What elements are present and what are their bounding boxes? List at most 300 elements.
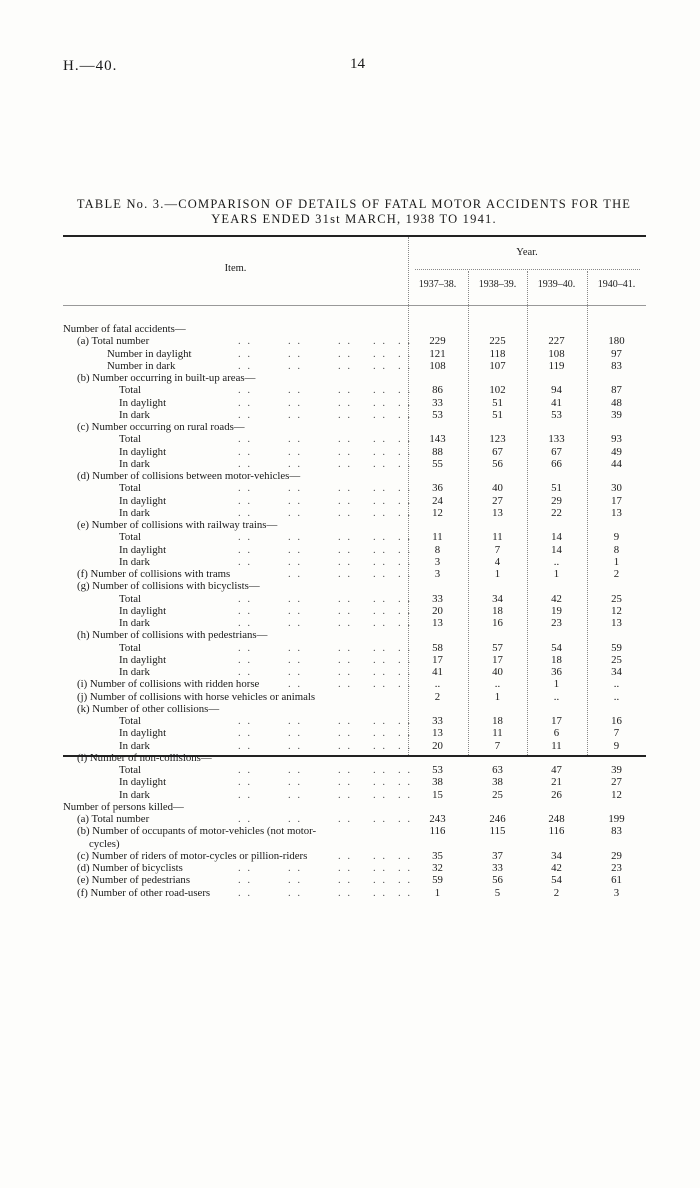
table-row [63, 470, 646, 482]
leader-dot: . . [338, 874, 353, 887]
leader-dot: . . [373, 433, 388, 446]
leader-dot: . . [338, 482, 353, 495]
year-value-cell: 13 [492, 506, 503, 519]
table-row [63, 703, 646, 715]
year-value-cell: 2 [553, 886, 560, 899]
year-value-cell: 55 [432, 457, 443, 470]
row-label: Total [119, 764, 142, 776]
year-value-cell: 22 [551, 506, 562, 519]
leader-dot: . . [288, 874, 303, 887]
leader-dot: . . [238, 408, 253, 421]
leader-dot: . . [338, 335, 353, 348]
year-value-cell: 9 [613, 739, 620, 752]
leader-dot: . . [398, 347, 413, 360]
table-row [63, 874, 646, 886]
leader-dot: . . [238, 592, 253, 605]
leader-dot: . . [373, 764, 388, 776]
table-row [63, 519, 646, 531]
leader-dot: . . [238, 813, 253, 825]
leader-dot: . . [373, 788, 388, 801]
year-value-cell: 14 [551, 531, 562, 544]
table-row [63, 715, 646, 727]
year-value-cell: .. [494, 678, 501, 691]
leader-dot: . . [373, 653, 388, 666]
year-value-cell: 116 [548, 825, 565, 838]
year-value-cell: 19 [551, 604, 562, 617]
leader-dot: . . [238, 384, 253, 397]
year-value-cell: 12 [611, 788, 622, 801]
table-row [63, 825, 646, 837]
year-value-cell: 39 [611, 408, 622, 421]
table-title-line-1: TABLE No. 3.—COMPARISON OF DETAILS OF FATAL MOTOR ACCIDENTS FOR THE [76, 197, 632, 211]
year-value-cell: 29 [551, 494, 562, 507]
year-value-cell: 59 [611, 641, 622, 654]
leader-dot: . . [338, 813, 353, 825]
leader-dot: . . [288, 739, 303, 752]
year-value-cell: 1 [553, 678, 560, 691]
year-value-cell: 25 [611, 592, 622, 605]
leader-dot: . . [288, 335, 303, 348]
year-value-cell: 20 [432, 739, 443, 752]
row-label: (d) Number of collisions between motor-vehicles— [77, 470, 301, 482]
leader-dot: . . [238, 347, 253, 360]
leader-dot: . . [398, 592, 413, 605]
row-label: Total [119, 433, 142, 446]
leader-dot: . . [373, 776, 388, 789]
leader-dot: . . [238, 727, 253, 740]
row-label: (f) Number of other road-users [77, 886, 211, 899]
table-row [63, 789, 646, 801]
year-value-cell: 180 [608, 335, 625, 348]
row-label: (k) Number of other collisions— [77, 702, 220, 715]
year-value-cell: 32 [432, 862, 443, 874]
year-value-cell: 23 [551, 617, 562, 629]
table-row [63, 580, 646, 592]
table-row [63, 360, 646, 372]
year-value-cell: 51 [551, 482, 562, 495]
leader-dot: . . [238, 617, 253, 629]
table-row [63, 678, 646, 690]
year-value-cell: .. [613, 690, 620, 703]
year-value-cell: 13 [432, 727, 443, 740]
leader-dot: . . [338, 384, 353, 397]
year-value-cell: 26 [551, 788, 562, 801]
year-value-cell: 2 [613, 568, 620, 580]
year-value-cell: 58 [432, 641, 443, 654]
year-value-cell: 1 [434, 886, 441, 899]
row-label: In dark [119, 666, 150, 678]
year-value-cell: 30 [611, 482, 622, 495]
leader-dot: . . [338, 568, 353, 580]
leader-dot: . . [288, 862, 303, 874]
year-value-cell: 4 [494, 555, 501, 568]
column-divider [468, 271, 469, 305]
row-label: (j) Number of collisions with horse vehicles or animals [77, 690, 316, 703]
leader-dot: . . [238, 666, 253, 678]
leader-dot: . . [338, 555, 353, 568]
leader-dot: . . [238, 457, 253, 470]
row-label: (d) Number of bicyclists [77, 862, 183, 874]
year-value-cell: 7 [613, 727, 620, 740]
year-value-cell: 67 [492, 445, 503, 458]
leader-dot: . . [238, 494, 253, 507]
leader-dot: . . [288, 764, 303, 776]
year-value-cell: 121 [429, 347, 446, 360]
year-value-cell: 37 [492, 849, 503, 862]
year-value-cell: 108 [429, 359, 446, 372]
year-value-cell: 227 [548, 335, 565, 348]
year-value-cell: 9 [613, 531, 620, 544]
document-reference: H.—40. [63, 58, 118, 74]
leader-dot: . . [338, 715, 353, 727]
row-label: (a) Total number [77, 335, 150, 348]
leader-dot: . . [373, 568, 388, 580]
leader-dot: . . [373, 384, 388, 397]
leader-dot: . . [398, 506, 413, 519]
year-value-cell: 225 [489, 335, 506, 348]
leader-dot: . . [338, 506, 353, 519]
year-value-cell: 33 [432, 592, 443, 605]
leader-dot: . . [373, 592, 388, 605]
leader-dot: . . [338, 653, 353, 666]
leader-dot: . . [338, 433, 353, 446]
row-label: Total [119, 592, 142, 605]
year-value-cell: 51 [492, 396, 503, 409]
row-label: In daylight [119, 396, 167, 409]
year-value-cell: 16 [492, 617, 503, 629]
year-value-cell: 35 [432, 849, 443, 862]
year-value-cell: 119 [548, 359, 565, 372]
year-value-cell: 94 [551, 384, 562, 397]
leader-dot: . . [398, 396, 413, 409]
year-value-cell: 34 [611, 666, 622, 678]
row-label: In dark [119, 457, 150, 470]
year-value-cell: 33 [432, 396, 443, 409]
leader-dot: . . [338, 666, 353, 678]
row-label: In daylight [119, 543, 167, 556]
leader-dot: . . [338, 788, 353, 801]
leader-dot: . . [238, 715, 253, 727]
leader-dot: . . [338, 764, 353, 776]
year-value-cell: 83 [611, 825, 622, 838]
year-value-cell: 36 [432, 482, 443, 495]
year-value-cell: 116 [429, 825, 446, 838]
year-value-cell: 67 [551, 445, 562, 458]
leader-dot: . . [288, 641, 303, 654]
leader-dot: . . [338, 727, 353, 740]
year-value-cell: 53 [551, 408, 562, 421]
leader-dot: . . [238, 653, 253, 666]
year-value-cell: 39 [611, 764, 622, 776]
row-label: Number of fatal accidents— [63, 323, 186, 335]
table-row [63, 568, 646, 580]
leader-dot: . . [398, 788, 413, 801]
year-column-header: 1939–40. [537, 279, 576, 290]
year-value-cell: 102 [489, 384, 506, 397]
year-column-header: 1940–41. [597, 279, 636, 290]
row-label: (g) Number of collisions with bicyclists— [77, 580, 260, 593]
leader-dot: . . [288, 678, 303, 691]
row-label: (a) Total number [77, 813, 150, 825]
year-value-cell: 107 [489, 359, 506, 372]
row-label: cycles) [89, 837, 120, 850]
leader-dot: . . [288, 788, 303, 801]
year-value-cell: 34 [551, 849, 562, 862]
leader-dot: . . [288, 396, 303, 409]
table-row [63, 531, 646, 543]
leader-dot: . . [338, 776, 353, 789]
year-value-cell: 66 [551, 457, 562, 470]
leader-dot: . . [398, 384, 413, 397]
leader-dot: . . [238, 641, 253, 654]
leader-dot: . . [238, 543, 253, 556]
leader-dot: . . [238, 764, 253, 776]
year-value-cell: 53 [432, 764, 443, 776]
year-value-cell: 18 [492, 715, 503, 727]
year-value-cell: 248 [548, 813, 565, 825]
row-label: In dark [119, 788, 150, 801]
year-value-cell: 27 [492, 494, 503, 507]
leader-dot: . . [288, 568, 303, 580]
year-value-cell: 88 [432, 445, 443, 458]
leader-dot: . . [398, 531, 413, 544]
leader-dot: . . [373, 715, 388, 727]
leader-dot: . . [373, 408, 388, 421]
year-value-cell: 51 [492, 408, 503, 421]
leader-dot: . . [373, 862, 388, 874]
year-value-cell: 14 [551, 543, 562, 556]
table-row [63, 691, 646, 703]
row-label: In daylight [119, 653, 167, 666]
item-column-header: Item. [224, 263, 247, 274]
leader-dot: . . [288, 433, 303, 446]
year-value-cell: 44 [611, 457, 622, 470]
leader-dot: . . [338, 604, 353, 617]
leader-dot: . . [398, 408, 413, 421]
leader-dot: . . [398, 482, 413, 495]
leader-dot: . . [288, 666, 303, 678]
page-number: 14 [350, 56, 365, 72]
year-value-cell: 115 [489, 825, 506, 838]
year-value-cell: 123 [489, 433, 506, 446]
table-header [63, 237, 646, 306]
leader-dot: . . [238, 776, 253, 789]
year-value-cell: 53 [432, 408, 443, 421]
leader-dot: . . [338, 408, 353, 421]
row-label: (b) Number occurring in built-up areas— [77, 372, 256, 384]
leader-dot: . . [288, 813, 303, 825]
table-row [63, 556, 646, 568]
year-value-cell: 2 [434, 690, 441, 703]
year-column-header: 1937–38. [418, 279, 457, 290]
table-row [63, 458, 646, 470]
year-value-cell: 59 [432, 874, 443, 887]
table-row [63, 384, 646, 396]
row-label: Number in dark [107, 359, 176, 372]
year-value-cell: 40 [492, 666, 503, 678]
leader-dot: . . [288, 531, 303, 544]
row-label: In dark [119, 617, 150, 629]
leader-dot: . . [338, 641, 353, 654]
year-value-cell: 34 [492, 592, 503, 605]
year-value-cell: 38 [492, 776, 503, 789]
leader-dot: . . [338, 457, 353, 470]
year-value-cell: 11 [492, 727, 503, 740]
table-body [63, 306, 646, 899]
year-value-cell: .. [553, 690, 560, 703]
row-label: Total [119, 384, 142, 397]
year-column-header: 1938–39. [478, 279, 517, 290]
leader-dot: . . [373, 617, 388, 629]
year-value-cell: 24 [432, 494, 443, 507]
year-value-cell: 1 [613, 555, 620, 568]
year-value-cell: 63 [492, 764, 503, 776]
leader-dot: . . [373, 727, 388, 740]
leader-dot: . . [398, 727, 413, 740]
year-value-cell: 38 [432, 776, 443, 789]
year-value-cell: 21 [551, 776, 562, 789]
leader-dot: . . [338, 396, 353, 409]
year-value-cell: 118 [489, 347, 506, 360]
leader-dot: . . [398, 568, 413, 580]
row-label: In daylight [119, 445, 167, 458]
year-value-cell: 42 [551, 862, 562, 874]
leader-dot: . . [238, 604, 253, 617]
leader-dot: . . [238, 506, 253, 519]
table-row [63, 813, 646, 825]
year-value-cell: 16 [611, 715, 622, 727]
year-value-cell: 199 [608, 813, 625, 825]
leader-dot: . . [398, 445, 413, 458]
leader-dot: . . [373, 506, 388, 519]
year-value-cell: 3 [434, 568, 441, 580]
row-label: (l) Number of non-collisions— [77, 751, 212, 764]
leader-dot: . . [398, 849, 413, 862]
leader-dot: . . [288, 727, 303, 740]
table-row [63, 323, 646, 335]
year-value-cell: 8 [434, 543, 441, 556]
table-row [63, 482, 646, 494]
year-value-cell: 17 [611, 494, 622, 507]
leader-dot: . . [398, 764, 413, 776]
year-value-cell: 97 [611, 347, 622, 360]
year-value-cell: 23 [611, 862, 622, 874]
leader-dot: . . [373, 813, 388, 825]
row-label: In dark [119, 555, 150, 568]
year-value-cell: 7 [494, 739, 501, 752]
year-value-cell: 49 [611, 445, 622, 458]
row-label: In dark [119, 506, 150, 519]
leader-dot: . . [288, 494, 303, 507]
leader-dot: . . [398, 641, 413, 654]
leader-dot: . . [288, 347, 303, 360]
year-value-cell: 7 [494, 543, 501, 556]
leader-dot: . . [373, 604, 388, 617]
leader-dot: . . [288, 384, 303, 397]
year-value-cell: 17 [492, 653, 503, 666]
leader-dot: . . [398, 862, 413, 874]
leader-dot: . . [373, 543, 388, 556]
leader-dot: . . [373, 482, 388, 495]
year-value-cell: 12 [432, 506, 443, 519]
year-value-cell: 18 [492, 604, 503, 617]
year-value-cell: 13 [611, 506, 622, 519]
year-value-cell: .. [434, 678, 441, 691]
year-value-cell: 36 [551, 666, 562, 678]
leader-dot: . . [238, 359, 253, 372]
year-value-cell: 27 [611, 776, 622, 789]
leader-dot: . . [288, 617, 303, 629]
year-value-cell: 11 [551, 739, 562, 752]
leader-dot: . . [373, 849, 388, 862]
leader-dot: . . [398, 886, 413, 899]
leader-dot: . . [398, 543, 413, 556]
leader-dot: . . [373, 445, 388, 458]
year-value-cell: 17 [551, 715, 562, 727]
table-row [63, 740, 646, 752]
leader-dot: . . [288, 482, 303, 495]
leader-dot: . . [398, 433, 413, 446]
year-value-cell: 29 [611, 849, 622, 862]
year-value-cell: 1 [553, 568, 560, 580]
row-label: In daylight [119, 727, 167, 740]
year-value-cell: 243 [429, 813, 446, 825]
leader-dot: . . [373, 531, 388, 544]
leader-dot: . . [288, 506, 303, 519]
leader-dot: . . [373, 666, 388, 678]
leader-dot: . . [338, 849, 353, 862]
year-value-cell: 17 [432, 653, 443, 666]
row-label: Total [119, 641, 142, 654]
leader-dot: . . [238, 531, 253, 544]
table-row [63, 666, 646, 678]
table-row [63, 727, 646, 739]
table-row [63, 593, 646, 605]
year-value-cell: 25 [492, 788, 503, 801]
leader-dot: . . [338, 494, 353, 507]
year-value-cell: 33 [432, 715, 443, 727]
year-value-cell: 56 [492, 457, 503, 470]
row-label: In daylight [119, 604, 167, 617]
leader-dot: . . [238, 445, 253, 458]
row-label: (f) Number of collisions with trams [77, 568, 231, 580]
year-value-cell: 11 [492, 531, 503, 544]
leader-dot: . . [398, 776, 413, 789]
leader-dot: . . [338, 347, 353, 360]
row-label: Total [119, 482, 142, 495]
year-value-cell: 93 [611, 433, 622, 446]
column-divider [408, 237, 409, 305]
year-value-cell: .. [553, 555, 560, 568]
year-value-cell: 3 [434, 555, 441, 568]
leader-dot: . . [373, 457, 388, 470]
leader-dot: . . [238, 555, 253, 568]
row-label: (i) Number of collisions with ridden horse [77, 678, 260, 691]
column-divider [527, 271, 528, 305]
leader-dot: . . [398, 715, 413, 727]
table-row [63, 433, 646, 445]
leader-dot: . . [338, 445, 353, 458]
year-value-cell: 40 [492, 482, 503, 495]
table-row [63, 507, 646, 519]
leader-dot: . . [338, 592, 353, 605]
leader-dot: . . [288, 359, 303, 372]
table-row [63, 764, 646, 776]
table-row [63, 629, 646, 641]
row-label: Total [119, 715, 142, 727]
table-row [63, 887, 646, 899]
year-value-cell: 87 [611, 384, 622, 397]
